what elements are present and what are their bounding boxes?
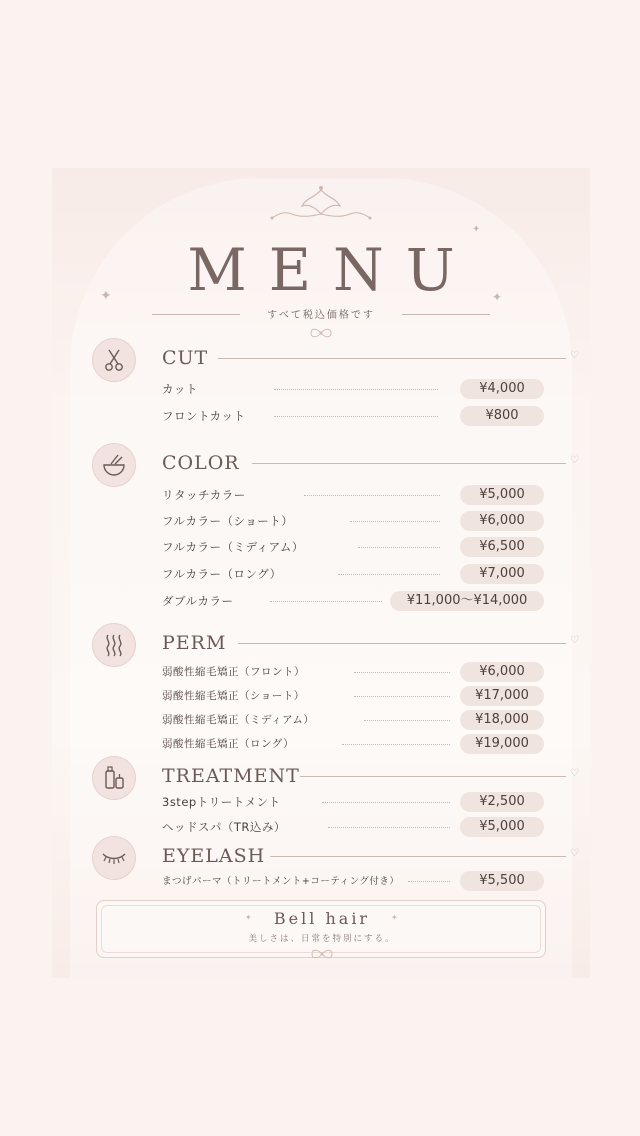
item-name: 弱酸性縮毛矯正（ミディアム） <box>162 714 315 726</box>
dotted-leader <box>342 744 450 745</box>
item-price: ¥5,000 <box>460 817 544 837</box>
item-name: ダブルカラー <box>162 594 234 608</box>
item-price: ¥18,000 <box>460 710 544 730</box>
item-price: ¥7,000 <box>460 564 544 584</box>
item-price: ¥4,000 <box>460 379 544 399</box>
item-name: 弱酸性縮毛矯正（ショート） <box>162 690 305 702</box>
footer-box <box>96 900 546 958</box>
item-name: まつげパーマ（トリートメント+コーティング付き） <box>162 876 400 887</box>
dotted-leader <box>408 881 450 882</box>
tax-note: すべて税込価格です <box>267 310 375 321</box>
item-name: リタッチカラー <box>162 488 246 502</box>
dotted-leader <box>354 696 450 697</box>
list-item <box>162 485 544 505</box>
item-price: ¥19,000 <box>460 734 544 754</box>
divider <box>402 314 490 315</box>
dotted-leader <box>338 574 440 575</box>
dotted-leader <box>358 547 440 548</box>
list-item <box>162 564 544 584</box>
list-item <box>162 406 544 426</box>
list-item <box>162 379 544 399</box>
item-price: ¥17,000 <box>460 686 544 706</box>
sparkle-icon: ✦ <box>100 288 112 304</box>
brand-tagline: 美しさは、日常を特別にする。 <box>248 934 396 944</box>
item-name: カット <box>162 382 198 396</box>
divider <box>300 776 566 777</box>
divider <box>218 358 566 359</box>
eyelash-icon <box>92 836 136 880</box>
item-price: ¥800 <box>460 406 544 426</box>
list-item <box>162 710 544 730</box>
sparkle-icon: ✦ <box>245 913 252 922</box>
heart-icon: ♡ <box>570 848 579 859</box>
divider <box>238 643 566 644</box>
dotted-leader <box>350 521 440 522</box>
dotted-leader <box>354 672 450 673</box>
item-name: 弱酸性縮毛矯正（フロント） <box>162 666 305 678</box>
section-cut <box>92 338 579 382</box>
dotted-leader <box>322 802 450 803</box>
divider <box>270 856 566 857</box>
dotted-leader <box>274 389 438 390</box>
menu-card <box>52 168 590 978</box>
list-item <box>162 817 544 837</box>
item-name: 弱酸性縮毛矯正（ロング） <box>162 738 295 750</box>
wave-icon <box>92 623 136 667</box>
heart-icon: ♡ <box>570 350 579 361</box>
dotted-leader <box>328 827 450 828</box>
heart-icon: ♡ <box>570 635 579 646</box>
item-name: ヘッドスパ（TR込み） <box>162 820 286 834</box>
section-title: TREATMENT <box>162 765 300 787</box>
item-name: 3stepトリートメント <box>162 795 281 809</box>
item-name: フルカラー（ショート） <box>162 514 294 528</box>
section-title: EYELASH <box>162 845 266 867</box>
dotted-leader <box>270 601 382 602</box>
item-name: フルカラー（ミディアム） <box>162 540 304 554</box>
sparkle-icon: ✦ <box>492 290 503 304</box>
list-item <box>162 662 544 682</box>
item-price: ¥2,500 <box>460 792 544 812</box>
section-title: CUT <box>162 347 209 369</box>
item-price: ¥6,000 <box>460 511 544 531</box>
heart-icon: ♡ <box>570 768 579 779</box>
list-item <box>162 871 544 891</box>
section-color <box>92 443 579 487</box>
item-name: フルカラー（ロング） <box>162 567 282 581</box>
section-title: COLOR <box>162 452 240 474</box>
page-title: MENU <box>187 236 477 304</box>
scissors-icon <box>92 338 136 382</box>
treatment-bottle-icon <box>92 756 136 800</box>
ribbon-icon <box>308 947 336 961</box>
list-item <box>162 537 544 557</box>
list-item <box>162 591 544 611</box>
item-price: ¥6,000 <box>460 662 544 682</box>
item-price: ¥11,000～¥14,000 <box>390 591 544 611</box>
divider <box>252 463 566 464</box>
color-bowl-icon <box>92 443 136 487</box>
list-item <box>162 734 544 754</box>
list-item <box>162 511 544 531</box>
sparkle-icon: ✦ <box>472 224 481 235</box>
subtitle-row <box>152 306 490 322</box>
dotted-leader <box>364 720 450 721</box>
list-item <box>162 686 544 706</box>
sparkle-icon: ✦ <box>391 913 398 922</box>
brand-name: Bell hair <box>273 909 371 928</box>
section-perm <box>92 623 579 667</box>
item-price: ¥6,500 <box>460 537 544 557</box>
item-price: ¥5,500 <box>460 871 544 891</box>
heart-icon: ♡ <box>570 455 579 466</box>
crown-ornament-icon <box>262 184 380 224</box>
item-name: フロントカット <box>162 409 246 423</box>
dotted-leader <box>274 416 438 417</box>
item-price: ¥5,000 <box>460 485 544 505</box>
section-title: PERM <box>162 632 227 654</box>
dotted-leader <box>304 495 440 496</box>
list-item <box>162 792 544 812</box>
